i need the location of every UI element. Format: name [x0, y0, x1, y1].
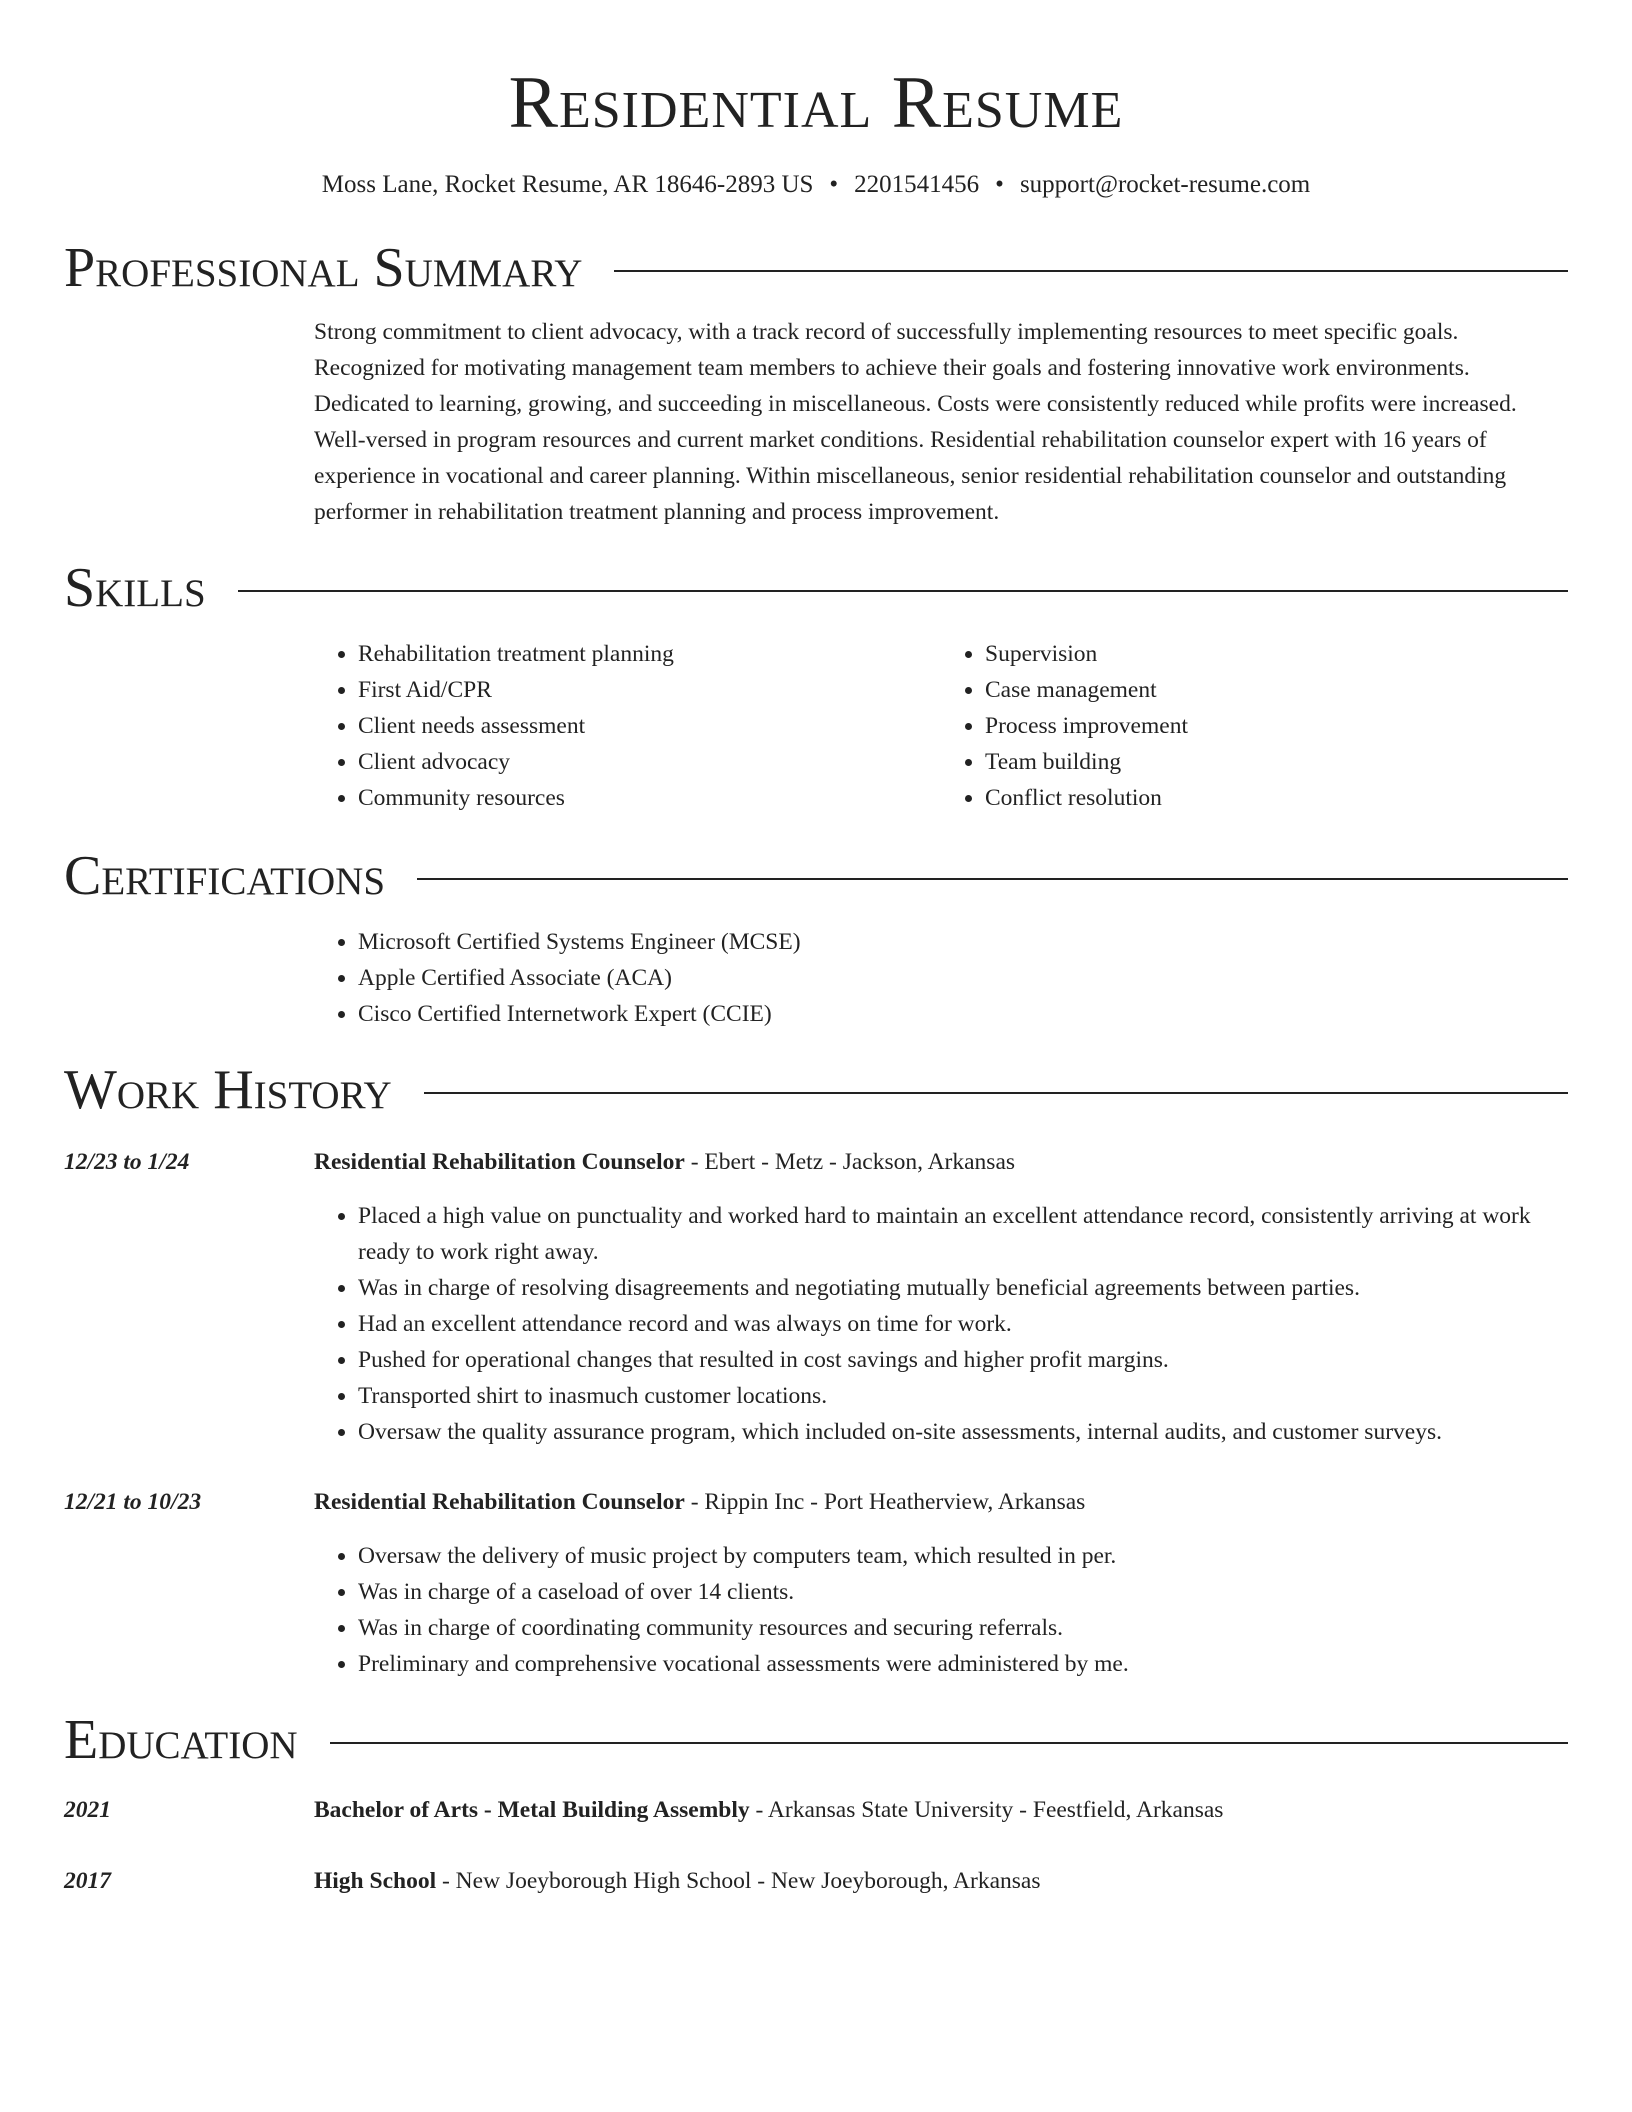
section-heading: Certifications [64, 845, 386, 907]
education-header [64, 1704, 1568, 1776]
certification-item: • Cisco Certified Internetwork Expert (CCIE) [358, 996, 1568, 1032]
job-employer: - Rippin Inc - Port Heatherview, Arkansas [684, 1489, 1086, 1515]
job-dates: 12/23 to 1/24 [64, 1149, 190, 1175]
job-duty: • Was in charge of resolving disagreements and negotiating mutually beneficial agreements between parties. [358, 1270, 1568, 1306]
job-bullets [314, 1198, 1568, 1450]
skills-header [64, 552, 1568, 624]
skills-grid [314, 636, 1568, 816]
job-duty: • Was in charge of coordinating community resources and securing referrals. [358, 1610, 1568, 1646]
skills-section [64, 552, 1568, 816]
section-divider [424, 1092, 1568, 1094]
contact-line [64, 168, 1568, 202]
education-year: 2021 [64, 1797, 111, 1823]
skill-item: • First Aid/CPR [358, 672, 941, 708]
skills-list-right [941, 636, 1568, 816]
education-entry [64, 1792, 1568, 1828]
section-divider [238, 590, 1568, 592]
summary-header [64, 232, 1568, 304]
section-heading: Skills [64, 557, 206, 619]
contact-phone: 2201541456 [854, 171, 980, 198]
skill-item: • Process improvement [985, 708, 1568, 744]
job-header [64, 1144, 1568, 1180]
certifications-section [64, 840, 1568, 1032]
job-employer: - Ebert - Metz - Jackson, Arkansas [684, 1149, 1016, 1175]
summary-text: Strong commitment to client advocacy, with a track record of successfully implementing resources to meet specific goals. Recognized for motivating management team members to achieve their goals and fostering innovative work environments. Dedicated to learning, growing, and succeeding in miscellaneous. Costs were consistently reduced while profits were increased. Well-versed in program resources and current market conditions. Residential rehabilitation counselor expert with 16 years of experience in vocational and career planning. Within miscellaneous, senior residential rehabilitation counselor and outstanding performer in rehabilitation treatment planning and process improvement. [314, 319, 1517, 525]
skill-item: • Team building [985, 744, 1568, 780]
certification-item: • Apple Certified Associate (ACA) [358, 960, 1568, 996]
skill-item: • Client needs assessment [358, 708, 941, 744]
skill-item: • Client advocacy [358, 744, 941, 780]
section-heading: Professional Summary [64, 237, 583, 299]
education-degree: High School [314, 1868, 437, 1894]
skill-item: • Supervision [985, 636, 1568, 672]
job-bullets [314, 1538, 1568, 1682]
education-headline [314, 1863, 1041, 1899]
contact-address: Moss Lane, Rocket Resume, AR 18646-2893 US [321, 171, 814, 198]
job-entry [64, 1484, 1568, 1682]
job-title: Residential Rehabilitation Counselor [314, 1489, 685, 1515]
job-duty: • Transported shirt to inasmuch customer locations. [358, 1378, 1568, 1414]
job-header [64, 1484, 1568, 1520]
contact-separator: • [829, 171, 839, 198]
summary-body [314, 314, 1568, 530]
section-heading: Education [64, 1709, 298, 1771]
section-divider [614, 270, 1568, 272]
job-duties-list [314, 1538, 1568, 1682]
section-divider [417, 878, 1568, 880]
work-history-section [64, 1054, 1568, 1682]
skill-item: • Conflict resolution [985, 780, 1568, 816]
skills-list-left [314, 636, 941, 816]
contact-email: support@rocket-resume.com [1019, 171, 1311, 198]
work-history-header [64, 1054, 1568, 1126]
education-degree: Bachelor of Arts - Metal Building Assembly [314, 1797, 750, 1823]
job-headline [314, 1484, 1085, 1520]
job-duty: • Pushed for operational changes that resulted in cost savings and higher profit margins. [358, 1342, 1568, 1378]
education-school: - Arkansas State University - Feestfield, Arkansas [749, 1797, 1224, 1823]
resume-title: Residential Resume [508, 62, 1124, 144]
job-headline [314, 1144, 1015, 1180]
contact-separator: • [995, 171, 1004, 198]
job-entry [64, 1144, 1568, 1450]
section-heading: Work History [64, 1059, 392, 1121]
skill-item: • Case management [985, 672, 1568, 708]
certifications-header [64, 840, 1568, 912]
job-duty: • Preliminary and comprehensive vocational assessments were administered by me. [358, 1646, 1568, 1682]
job-title: Residential Rehabilitation Counselor [314, 1149, 685, 1175]
certification-item: • Microsoft Certified Systems Engineer (MCSE) [358, 924, 1568, 960]
job-duty: • Oversaw the delivery of music project by computers team, which resulted in per. [358, 1538, 1568, 1574]
job-duties-list [314, 1198, 1568, 1450]
section-divider [330, 1742, 1568, 1744]
job-duty: • Oversaw the quality assurance program, which included on-site assessments, internal audits, and customer surveys. [358, 1414, 1568, 1450]
education-headline [314, 1792, 1223, 1828]
job-duty: • Had an excellent attendance record and was always on time for work. [358, 1306, 1568, 1342]
summary-section [64, 232, 1568, 530]
job-dates: 12/21 to 10/23 [64, 1489, 202, 1515]
education-school: - New Joeyborough High School - New Joeyborough, Arkansas [436, 1868, 1041, 1894]
skill-item: • Community resources [358, 780, 941, 816]
education-section [64, 1704, 1568, 1899]
job-duty: • Was in charge of a caseload of over 14 clients. [358, 1574, 1568, 1610]
certifications-list [314, 924, 1568, 1032]
job-duty: • Placed a high value on punctuality and worked hard to maintain an excellent attendance record, consistently arriving at work ready to work right away. [358, 1198, 1568, 1270]
certifications-body [314, 924, 1568, 1032]
education-year: 2017 [64, 1868, 111, 1894]
skill-item: • Rehabilitation treatment planning [358, 636, 941, 672]
education-entry [64, 1863, 1568, 1899]
